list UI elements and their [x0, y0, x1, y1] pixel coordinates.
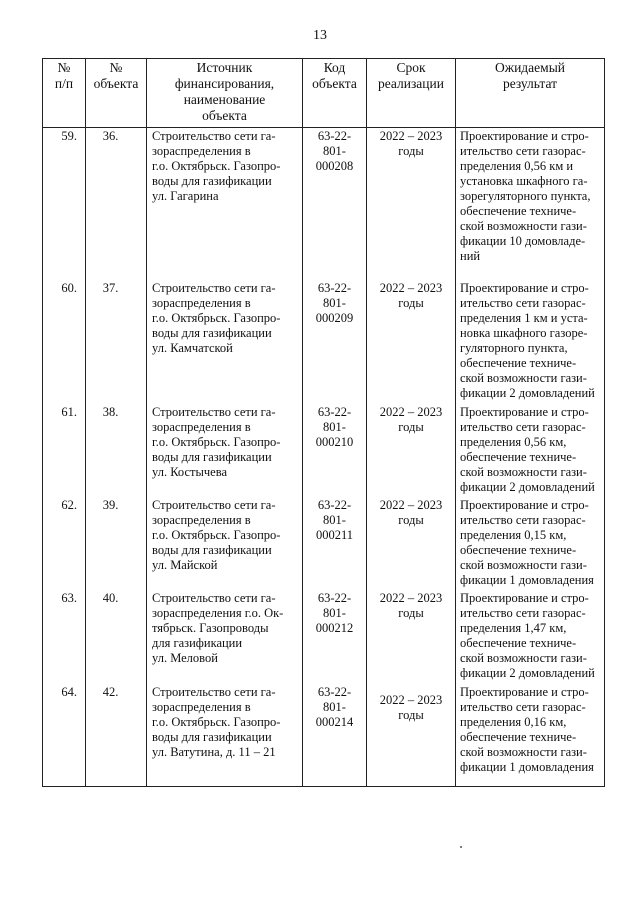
header-object-number: № объекта [86, 59, 147, 128]
table-row [43, 280, 605, 404]
object-code: 63-22- 801- 000212 [303, 590, 367, 684]
header-object-code: Код объекта [303, 59, 367, 128]
page-number: 13 [313, 28, 327, 43]
row-number: 64. [43, 684, 86, 787]
row-number: 62. [43, 497, 86, 590]
row-number: 59. [43, 128, 86, 281]
expected-result: Проектирование и стро- ительство сети газорас- пределения 0,15 км, обеспечение техниче- ской возможности гази- фикации 1 домовладения [456, 497, 605, 590]
expected-result: Проектирование и стро- ительство сети газорас- пределения 1,47 км, обеспечение техниче- ской возможности гази- фикации 2 домовладений [456, 590, 605, 684]
funding-source: Строительство сети га- зораспределения в г.о. Октябрьск. Газопро- воды для газификации ул. Камчатской [147, 280, 303, 404]
object-number: 42. [86, 684, 147, 787]
header-funding-source: Источник финансирования, наименование объекта [147, 59, 303, 128]
table-row [43, 684, 605, 787]
implementation-period: 2022 – 2023 годы [367, 590, 456, 684]
funding-source: Строительство сети га- зораспределения в г.о. Октябрьск. Газопро- воды для газификации ул. Майской [147, 497, 303, 590]
implementation-period: 2022 – 2023 годы [367, 684, 456, 787]
table-row [43, 590, 605, 684]
table-row [43, 404, 605, 497]
program-table [42, 58, 605, 787]
implementation-period: 2022 – 2023 годы [367, 497, 456, 590]
implementation-period: 2022 – 2023 годы [367, 128, 456, 281]
funding-source: Строительство сети га- зораспределения в г.о. Октябрьск. Газопро- воды для газификации ул. Ватутина, д. 11 – 21 [147, 684, 303, 787]
table-row [43, 128, 605, 281]
object-code: 63-22- 801- 000209 [303, 280, 367, 404]
table-row [43, 497, 605, 590]
object-number: 36. [86, 128, 147, 281]
header-row-number: № п/п [43, 59, 86, 128]
row-number: 61. [43, 404, 86, 497]
object-number: 38. [86, 404, 147, 497]
object-number: 40. [86, 590, 147, 684]
funding-source: Строительство сети га- зораспределения г.о. Ок- тябрьск. Газопроводы для газификации ул. Меловой [147, 590, 303, 684]
header-implementation-period: Срок реализации [367, 59, 456, 128]
object-number: 37. [86, 280, 147, 404]
expected-result: Проектирование и стро- ительство сети газорас- пределения 0,16 км, обеспечение техниче- ской возможности гази- фикации 1 домовладения [456, 684, 605, 787]
object-code: 63-22- 801- 000210 [303, 404, 367, 497]
implementation-period: 2022 – 2023 годы [367, 404, 456, 497]
funding-source: Строительство сети га- зораспределения в г.о. Октябрьск. Газопро- воды для газификации ул. Костычева [147, 404, 303, 497]
expected-result: Проектирование и стро- ительство сети газорас- пределения 0,56 км, обеспечение техниче- ской возможности гази- фикации 2 домовладений [456, 404, 605, 497]
header-expected-result: Ожидаемый результат [456, 59, 605, 128]
object-code: 63-22- 801- 000214 [303, 684, 367, 787]
expected-result: Проектирование и стро- ительство сети газорас- пределения 0,56 км и установка шкафного га- зорегуляторного пункта, обеспечение техниче- ской возможности гази- фикации 10 домовладе- ний [456, 128, 605, 281]
object-code: 63-22- 801- 000208 [303, 128, 367, 281]
object-code: 63-22- 801- 000211 [303, 497, 367, 590]
table-header-row [43, 59, 605, 128]
implementation-period: 2022 – 2023 годы [367, 280, 456, 404]
funding-source: Строительство сети га- зораспределения в г.о. Октябрьск. Газопро- воды для газификации ул. Гагарина [147, 128, 303, 281]
scan-speck [460, 846, 462, 848]
row-number: 60. [43, 280, 86, 404]
object-number: 39. [86, 497, 147, 590]
expected-result: Проектирование и стро- ительство сети газорас- пределения 1 км и уста- новка шкафного газоре- гуляторного пункта, обеспечение техниче- ской возможности гази- фикации 2 домовладений [456, 280, 605, 404]
row-number: 63. [43, 590, 86, 684]
